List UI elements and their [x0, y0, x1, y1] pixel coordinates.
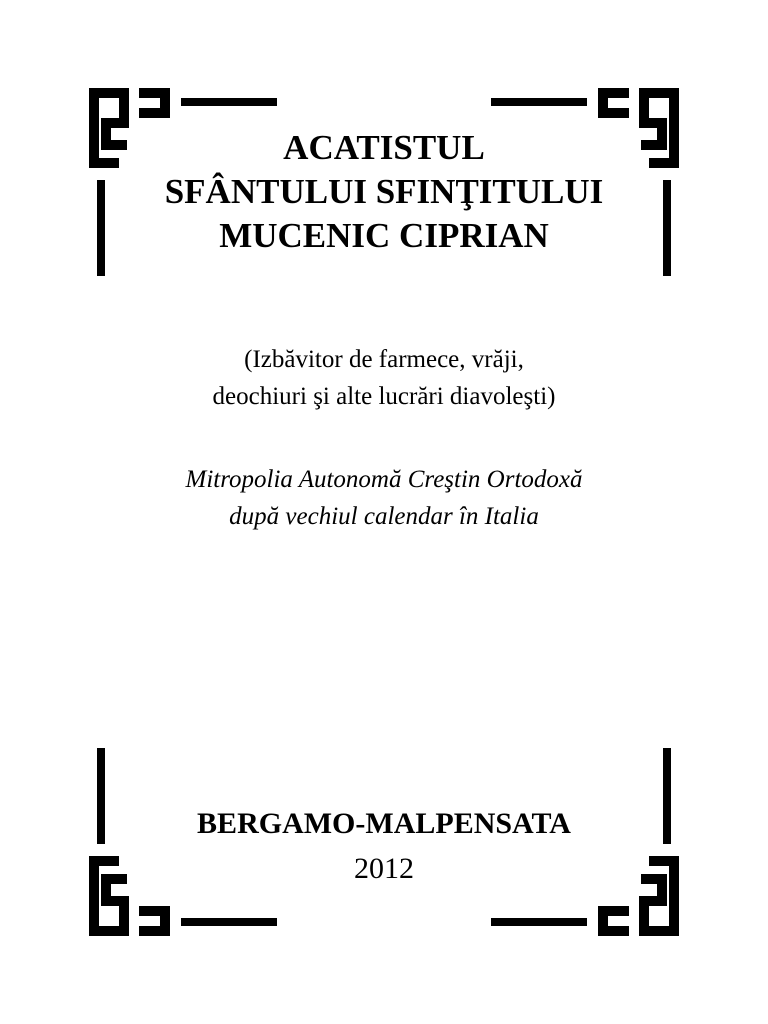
title-line-1: ACATISTUL — [283, 128, 485, 167]
document-subtitle — [0, 341, 768, 415]
publication-year: 2012 — [354, 852, 414, 885]
publisher-line-2: după vechiul calendar în Italia — [229, 503, 539, 530]
title-line-2: SFÂNTULUI SFINŢITULUI — [164, 172, 604, 211]
publication-place: BERGAMO-MALPENSATA — [197, 807, 571, 840]
publisher-line-1: Mitropolia Autonomă Creştin Ortodoxă — [185, 466, 583, 493]
publisher — [0, 461, 768, 535]
subtitle-line-1: (Izbăvitor de farmece, vrăji, — [244, 346, 524, 373]
subtitle-line-2: deochiuri şi alte lucrări diavoleşti) — [212, 383, 556, 410]
document-title — [0, 126, 768, 258]
title-line-3: MUCENIC CIPRIAN — [219, 216, 549, 255]
